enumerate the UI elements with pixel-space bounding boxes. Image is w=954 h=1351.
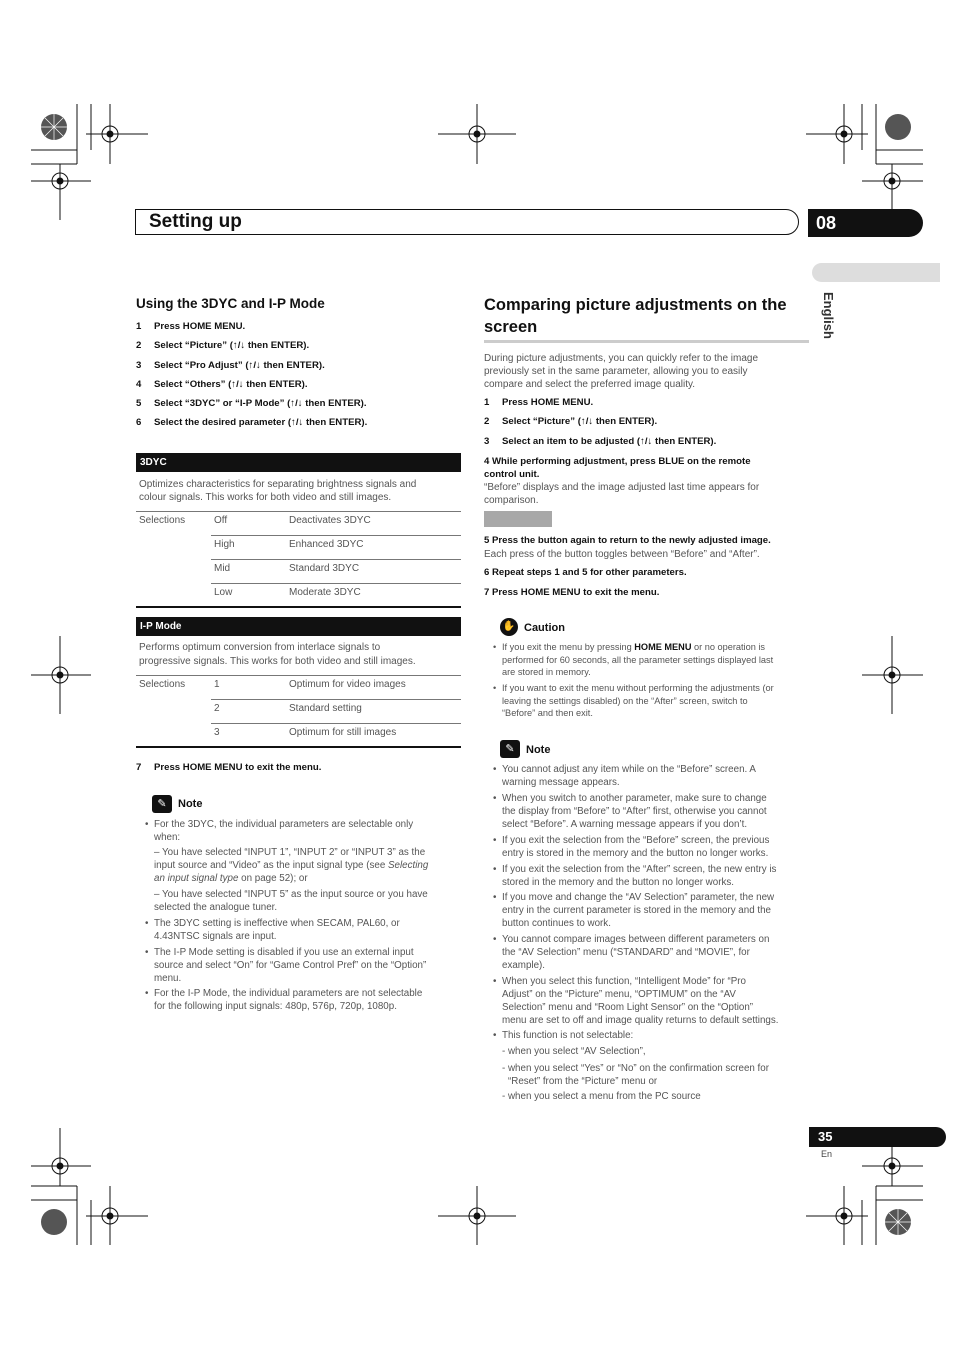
note-item: • The I-P Mode setting is disabled if you use an external input source and select “On” for “Game Control Pref” on the “Option” menu. bbox=[145, 947, 427, 984]
table-row: High bbox=[214, 539, 235, 550]
chapter-number: 08 bbox=[808, 209, 923, 237]
table-row: Off bbox=[214, 515, 228, 526]
r-step-4-desc: “Before” displays and the image adjusted last time appears for comparison. bbox=[484, 482, 760, 506]
note-item: • For the I-P Mode, the individual parameters are not selectable for the following input signals: 480p, 576p, 720p, 1080p. bbox=[145, 988, 423, 1012]
note-item: • The 3DYC setting is ineffective when SECAM, PAL60, or 4.43NTSC signals are input. bbox=[145, 918, 400, 942]
note-item: • When you switch to another parameter, make sure to change the display from “Before” to “After” first, otherwise you cannot select “Before”. A warning message appears if you don’t. bbox=[493, 793, 767, 830]
table-row: Mid bbox=[214, 563, 231, 574]
note-item: • If you exit the selection from the “After” screen, the new entry is stored in the memory and the button no longer works. bbox=[493, 864, 777, 888]
step-7: 7 Press HOME MENU to exit the menu. bbox=[136, 762, 322, 773]
right-intro: During picture adjustments, you can quickly refer to the image previously set in the same parameter, allowing you to easily compare and select the preferred image quality. bbox=[484, 353, 759, 390]
caution-label: Caution bbox=[524, 622, 565, 634]
section-heading: Using the 3DYC and I-P Mode bbox=[136, 296, 325, 311]
chapter-title: Setting up bbox=[149, 211, 242, 232]
table-row: Optimum for video images bbox=[289, 679, 406, 690]
pencil-icon: ✎ bbox=[500, 740, 520, 758]
table-ip-title: I-P Mode bbox=[136, 617, 461, 636]
step-2: 2 Select “Picture” (↑/↓ then ENTER). bbox=[136, 340, 310, 351]
table-row: Standard setting bbox=[289, 703, 362, 714]
note-item: • For the 3DYC, the individual parameters are selectable only when: bbox=[145, 819, 414, 843]
r-step-3: 3 Select an item to be adjusted (↑/↓ then ENTER). bbox=[484, 436, 717, 447]
r-step-5: 5 Press the button again to return to the newly adjusted image. bbox=[484, 535, 771, 546]
page-language: En bbox=[821, 1149, 833, 1159]
table-3dyc-label: Selections bbox=[139, 515, 186, 526]
step-3: 3 Select “Pro Adjust” (↑/↓ then ENTER). bbox=[136, 360, 325, 371]
r-step-7: 7 Press HOME MENU to exit the menu. bbox=[484, 587, 660, 598]
step-6: 6 Select the desired parameter (↑/↓ then ENTER). bbox=[136, 417, 368, 428]
r-step-6: 6 Repeat steps 1 and 5 for other parameters. bbox=[484, 567, 687, 578]
table-3dyc-title: 3DYC bbox=[136, 453, 461, 472]
table-row: Low bbox=[214, 587, 233, 598]
table-row: 3 bbox=[214, 727, 220, 738]
note-label: Note bbox=[178, 798, 203, 810]
step-1: 1 Press HOME MENU. bbox=[136, 321, 246, 332]
right-heading: Comparing picture adjustments on the screen bbox=[484, 296, 787, 336]
r-step-5-desc: Each press of the button toggles between “Before” and “After”. bbox=[484, 549, 760, 560]
r-step-4: 4 While performing adjustment, press BLUE on the remote control unit. bbox=[484, 456, 751, 480]
table-3dyc-desc-1: Optimizes characteristics for separating brightness signals and bbox=[139, 479, 417, 490]
table-3dyc-desc-2: colour signals. This works for both video and still images. bbox=[139, 492, 392, 503]
note-item: • You cannot adjust any item while on the “Before” screen. A warning message appears. bbox=[493, 764, 756, 788]
hand-icon: ✋ bbox=[500, 618, 518, 636]
note-subitem: - when you select “AV Selection”, bbox=[502, 1046, 646, 1057]
r-step-2: 2 Select “Picture” (↑/↓ then ENTER). bbox=[484, 416, 658, 427]
note-subitem: - when you select a menu from the PC source bbox=[502, 1091, 701, 1102]
note-item: • If you move and change the “AV Selection” parameter, the new entry in the current parameter is stored in the memory and the button continues to work. bbox=[493, 892, 775, 929]
note-subitem: - when you select “Yes” or “No” on the confirmation screen for “Reset” from the “Picture” menu or bbox=[502, 1063, 769, 1087]
table-row: Enhanced 3DYC bbox=[289, 539, 364, 550]
pencil-icon: ✎ bbox=[152, 795, 172, 813]
step-4: 4 Select “Others” (↑/↓ then ENTER). bbox=[136, 379, 308, 390]
page-number: 35 bbox=[809, 1127, 946, 1147]
table-row: 1 bbox=[214, 679, 220, 690]
before-indicator bbox=[484, 511, 552, 527]
language-label: English bbox=[821, 292, 836, 339]
note-subitem: – You have selected “INPUT 5” as the input source or you have selected the analogue tuner. bbox=[154, 889, 428, 913]
table-row: Moderate 3DYC bbox=[289, 587, 361, 598]
table-ip-desc-2: progressive signals. This works for both video and still images. bbox=[139, 656, 416, 667]
table-row: 2 bbox=[214, 703, 220, 714]
table-row: Deactivates 3DYC bbox=[289, 515, 371, 526]
note-item: • This function is not selectable: bbox=[493, 1030, 634, 1041]
note-label: Note bbox=[526, 744, 551, 756]
caution-item: • If you want to exit the menu without performing the adjustments (or leaving the settings disabled) on the “After” screen, switch to “Before” and then exit. bbox=[493, 683, 774, 718]
r-step-1: 1 Press HOME MENU. bbox=[484, 397, 594, 408]
step-5: 5 Select “3DYC” or “I-P Mode” (↑/↓ then ENTER). bbox=[136, 398, 367, 409]
note-item: • You cannot compare images between different parameters on the “AV Selection” menu (“STANDARD” and “MOVIE”, for example). bbox=[493, 934, 770, 971]
note-subitem: – You have selected “INPUT 1”, “INPUT 2” or “INPUT 3” as the input source and “Video” as the input signal type (see Selecting an input signal type on page 52); or bbox=[154, 847, 429, 884]
table-row: Standard 3DYC bbox=[289, 563, 360, 574]
table-row: Optimum for still images bbox=[289, 727, 397, 738]
note-item: • If you exit the selection from the “Before” screen, the previous entry is stored in the memory and the button no longer works. bbox=[493, 835, 770, 859]
table-ip-desc-1: Performs optimum conversion from interlace signals to bbox=[139, 642, 381, 653]
language-tab bbox=[812, 263, 940, 282]
note-item: • When you select this function, “Intelligent Mode” for “Pro Adjust” on the “Picture” menu, “OPTIMUM” on the “AV Selection” menu and “Room Light Sensor” on the “Option” menu are set to off and image quality returns to default settings. bbox=[493, 976, 779, 1026]
caution-item: • If you exit the menu by pressing HOME MENU or no operation is performed for 60 seconds, all the parameter settings displayed last are stored in memory. bbox=[493, 642, 774, 677]
table-ip-label: Selections bbox=[139, 679, 186, 690]
